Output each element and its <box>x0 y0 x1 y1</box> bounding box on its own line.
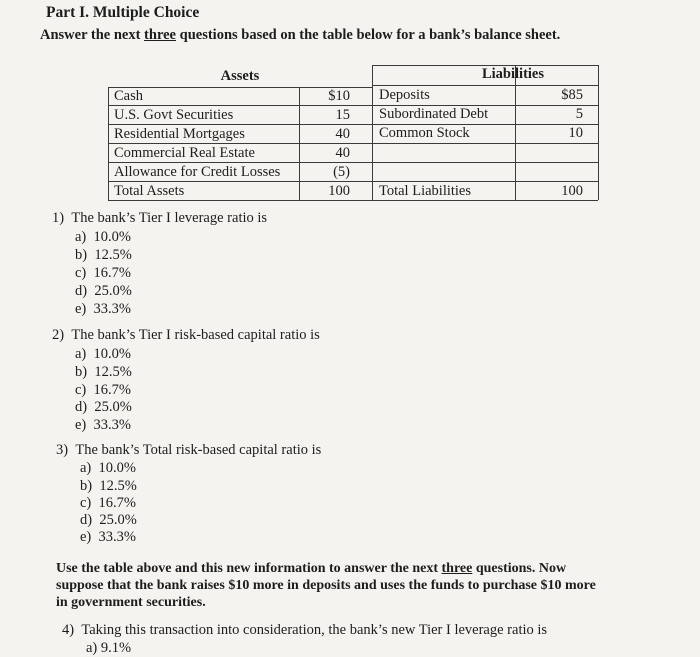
q3-option-b: b) 12.5% <box>80 478 137 494</box>
q1-option-b: b) 12.5% <box>75 247 132 263</box>
new-info-line-1: Use the table above and this new information to answer the next three questions. Now <box>56 561 567 576</box>
q3-option-d: d) 25.0% <box>80 512 137 528</box>
asset-value: $10 <box>328 88 350 104</box>
asset-label: Commercial Real Estate <box>114 145 255 161</box>
liability-value: 100 <box>561 183 583 199</box>
asset-value: 100 <box>328 183 350 199</box>
asset-value: (5) <box>333 164 350 180</box>
new-info-line-2: suppose that the bank raises $10 more in deposits and uses the funds to purchase $10 more <box>56 578 596 593</box>
liability-label: Total Liabilities <box>379 183 472 199</box>
liability-value: 10 <box>568 125 583 141</box>
asset-label: U.S. Govt Securities <box>114 107 234 123</box>
q2-option-a: a) 10.0% <box>75 346 131 362</box>
q3-option-e: e) 33.3% <box>80 529 136 545</box>
new-info-line-3: in government securities. <box>56 595 206 610</box>
q2-option-c: c) 16.7% <box>75 382 131 398</box>
q3-option-a: a) 10.0% <box>80 460 136 476</box>
liability-label: Deposits <box>379 87 430 103</box>
question-3: 3) The bank’s Total risk-based capital ratio is <box>56 442 322 458</box>
table-rule <box>108 87 109 200</box>
q2-option-b: b) 12.5% <box>75 364 132 380</box>
liabilities-header: Liabilities <box>481 66 545 82</box>
liability-label: Common Stock <box>379 125 470 141</box>
liability-value: $85 <box>561 87 583 103</box>
asset-label: Total Assets <box>114 183 185 199</box>
asset-label: Allowance for Credit Losses <box>114 164 281 180</box>
q1-option-e: e) 33.3% <box>75 301 131 317</box>
table-rule <box>372 65 373 200</box>
asset-value: 40 <box>335 126 350 142</box>
liability-label: Subordinated Debt <box>379 106 489 122</box>
q1-option-a: a) 10.0% <box>75 229 131 245</box>
question-2: 2) The bank’s Tier I risk-based capital ratio is <box>52 327 320 343</box>
q1-option-c: c) 16.7% <box>75 265 131 281</box>
asset-label: Cash <box>114 88 143 104</box>
asset-value: 15 <box>335 107 350 123</box>
question-1: 1) The bank’s Tier I leverage ratio is <box>52 210 268 226</box>
q4-option-a: a) 9.1% <box>86 640 132 656</box>
instruction-text: Answer the next three questions based on the table below for a bank’s balance sheet. <box>40 27 561 43</box>
q3-option-c: c) 16.7% <box>80 495 136 511</box>
q2-option-d: d) 25.0% <box>75 399 132 415</box>
q1-option-d: d) 25.0% <box>75 283 132 299</box>
asset-value: 40 <box>335 145 350 161</box>
asset-label: Residential Mortgages <box>114 126 245 142</box>
q2-option-e: e) 33.3% <box>75 417 131 433</box>
liability-value: 5 <box>575 106 583 122</box>
part-title: Part I. Multiple Choice <box>46 4 200 21</box>
assets-header: Assets <box>220 68 260 84</box>
table-rule <box>598 65 599 200</box>
question-4: 4) Taking this transaction into consideration, the bank’s new Tier I leverage ratio is <box>62 622 548 638</box>
table-rule <box>108 200 598 201</box>
